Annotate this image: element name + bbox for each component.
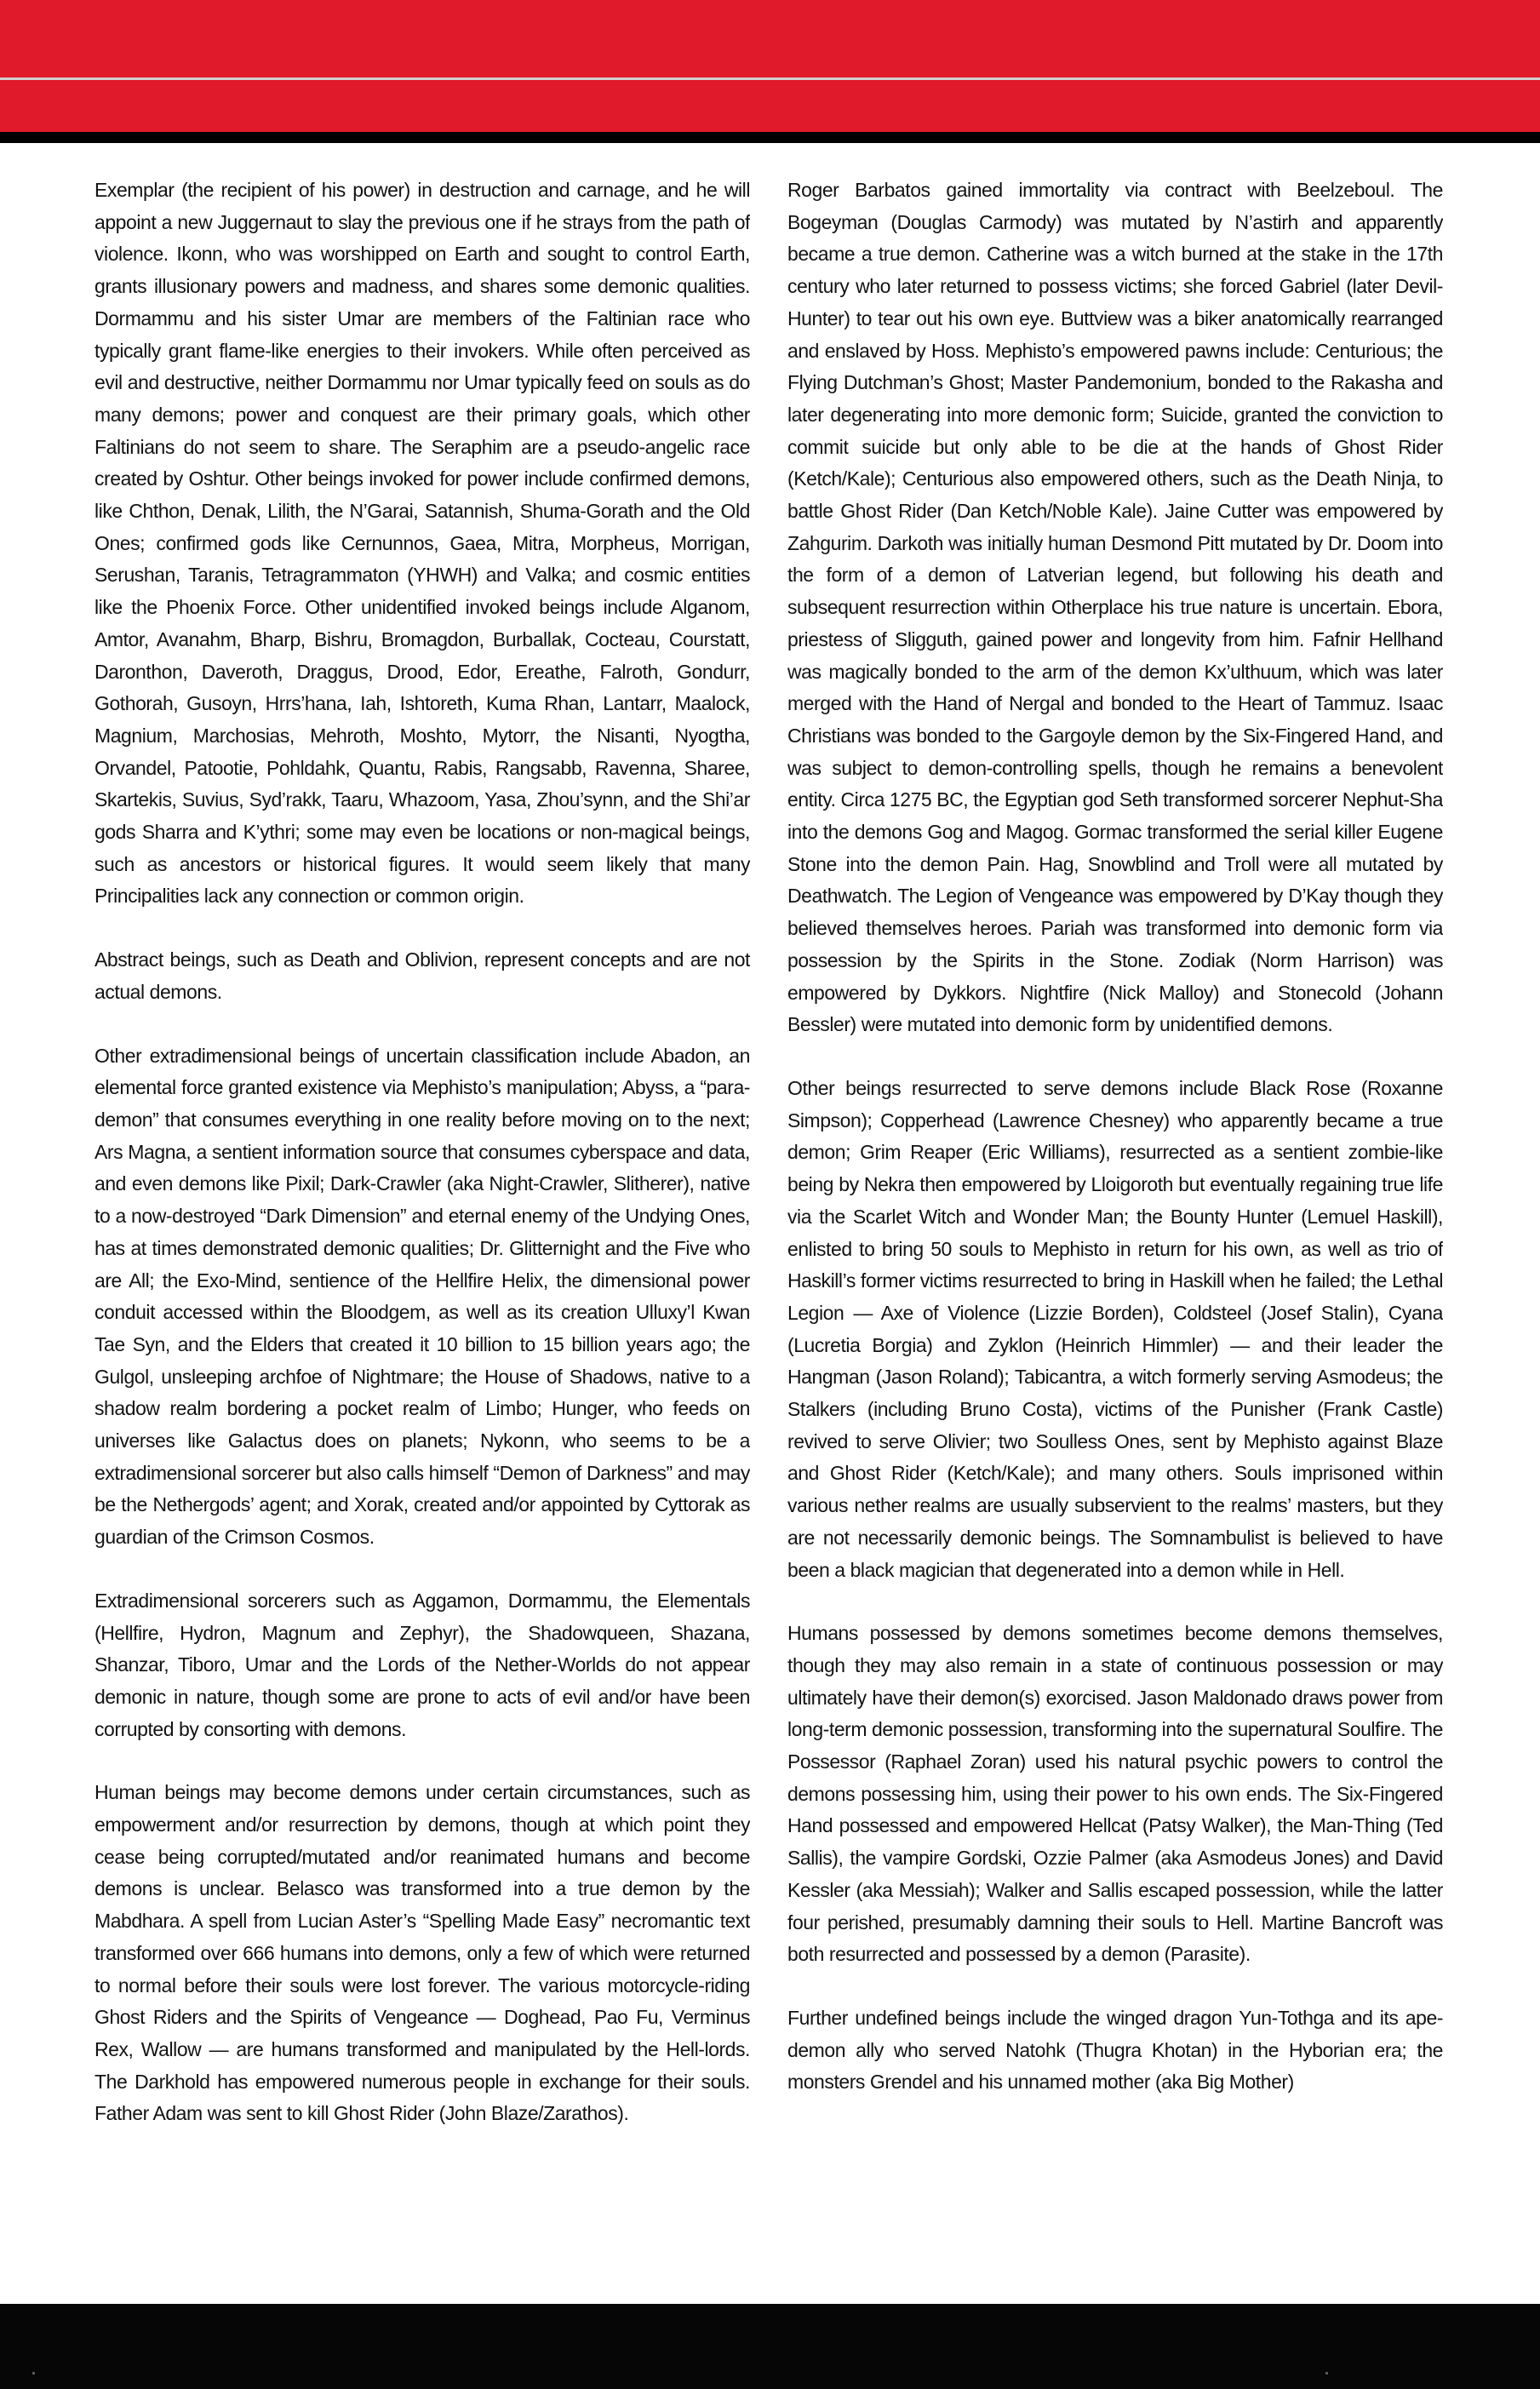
- footer-black-band: [0, 2304, 1540, 2389]
- footer-mark-left: [32, 2372, 35, 2375]
- paragraph: Humans possessed by demons sometimes become demons themselves, though they may also remain in a state of continuous possession or may ultimately have their demon(s) exorcised. Jason Maldonado draws power from long-term demonic possession, transforming into the supernatural Soulfire. The Possessor (Raphael Zoran) used his natural psychic powers to control the demons possessing him, using their power to his own ends. The Six-Fingered Hand possessed and empowered Hellcat (Patsy Walker), the Man-Thing (Ted Sallis), the vampire Gordski, Ozzie Palmer (aka Asmodeus Jones) and David Kessler (aka Messiah); Walker and Sallis escaped possession, while the latter four perished, presumably damning their souls to Hell. Martine Bancroft was both resurrected and possessed by a demon (Parasite).: [787, 1622, 1443, 1966]
- paragraph: Further undefined beings include the winged dragon Yun-Tothga and its ape-demon ally who served Natohk (Thugra Khotan) in the Hyborian era; the monsters Grendel and his unnamed mother (aka Big Mother): [787, 2006, 1443, 2094]
- footer-mark-right: [1325, 2372, 1328, 2375]
- paragraph: Abstract beings, such as Death and Oblivion, represent concepts and are not actual demons.: [94, 948, 750, 1003]
- paragraph: Exemplar (the recipient of his power) in destruction and carnage, and he will appoint a new Juggernaut to slay the previous one if he strays from the path of violence. Ikonn, who was worshipped on Earth and sought to control Earth, grants illusionary powers and madness, and shares some demonic qualities. Dormammu and his sister Umar are members of the Faltinian race who typically grant flame-like energies to their invokers. While often perceived as evil and destructive, neither Dormammu nor Umar typically feed on souls as do many demons; power and conquest are their primary goals, which other Faltinians do not seem to share. The Seraphim are a pseudo-angelic race created by Oshtur. Other beings invoked for power include confirmed demons, like Chthon, Denak, Lilith, the N’Garai, Satannish, Shuma-Gorath and the Old Ones; confirmed gods like Cernunnos, Gaea, Mitra, Morpheus, Morrigan, Serushan, Taranis, Tetragrammaton (YHWH) and Valka; and cosmic entities like the Phoenix Force. Other unidentified invoked beings include Alganom, Amtor, Avanahm, Bharp, Bishru, Bromagdon, Burballak, Cocteau, Courstatt, Daronthon, Daveroth, Draggus, Drood, Edor, Ereathe, Falroth, Gondurr, Gothorah, Gusoyn, Hrrs’hana, Iah, Ishtoreth, Kuma Rhan, Lantarr, Maalock, Magnium, Marchosias, Mehroth, Moshto, Mytorr, the Nisanti, Nyogtha, Orvandel, Patootie, Pohldahk, Quantu, Rabis, Rangsabb, Ravenna, Sharee, Skartekis, Suvius, Syd’rakk, Taaru, Whazoom, Yasa, Zhou’synn, and the Shi’ar gods Sharra and K’ythri; some may even be locations or non-magical beings, such as ancestors or historical figures. It would seem likely that many Principalities lack any connection or common origin.: [94, 179, 750, 908]
- paragraph: Roger Barbatos gained immortality via contract with Beelzeboul. The Bogeyman (Douglas Carmody) was mutated by N’astirh and apparently became a true demon. Catherine was a witch burned at the stake in the 17th century who later returned to possess victims; she forced Gabriel (later Devil-Hunter) to tear out his own eye. Buttview was a biker anatomically rearranged and enslaved by Hoss. Mephisto’s empowered pawns include: Centurious; the Flying Dutchman’s Ghost; Master Pandemonium, bonded to the Rakasha and later degenerating into more demonic form; Suicide, granted the conviction to commit suicide but only able to be die at the hands of Ghost Rider (Ketch/Kale); Centurious also empowered others, such as the Death Ninja, to battle Ghost Rider (Dan Ketch/Noble Kale). Jaine Cutter was empowered by Zahgurim. Darkoth was initially human Desmond Pitt mutated by Dr. Doom into the form of a demon of Latverian legend, but following his death and subsequent resurrection within Otherplace his true nature is uncertain. Ebora, priestess of Sligguth, gained power and longevity from him. Fafnir Hellhand was magically bonded to the arm of the demon Kx’ulthuum, which was later merged with the Hand of Nergal and bonded to the Heart of Tammuz. Isaac Christians was bonded to the Gargoyle demon by the Six-Fingered Hand, and was subject to demon-controlling spells, though he remains a benevolent entity. Circa 1275 BC, the Egyptian god Seth transformed sorcerer Nephut-Sha into the demons Gog and Magog. Gormac transformed the serial killer Eugene Stone into the demon Pain. Hag, Snowblind and Troll were all mutated by Deathwatch. The Legion of Vengeance was empowered by D’Kay though they believed themselves heroes. Pariah was transformed into demonic form via possession by the Spirits in the Stone. Zodiak (Norm Harrison) was empowered by Dykkors. Nightfire (Nick Malloy) and Stonecold (Johann Bessler) were mutated into demonic form by unidentified demons.: [787, 179, 1443, 1036]
- left-text-column: [94, 175, 750, 2277]
- right-text-column: [787, 175, 1443, 2277]
- header-divider-line: [0, 77, 1540, 80]
- paragraph: Extradimensional sorcerers such as Aggamon, Dormammu, the Elementals (Hellfire, Hydron, Magnum and Zephyr), the Shadowqueen, Shazana, Shanzar, Tiboro, Umar and the Lords of the Nether-Worlds do not appear demonic in nature, though some are prone to acts of evil and/or have been corrupted by consorting with demons.: [94, 1589, 750, 1740]
- header-red-band: [0, 0, 1540, 132]
- paragraph: Other beings resurrected to serve demons include Black Rose (Roxanne Simpson); Copperhead (Lawrence Chesney) who apparently became a true demon; Grim Reaper (Eric Williams), resurrected as a sentient zombie-like being by Nekra then empowered by Lloigoroth but eventually regaining true life via the Scarlet Witch and Wonder Man; the Bounty Hunter (Lemuel Haskill), enlisted to bring 50 souls to Mephisto in return for his own, as well as trio of Haskill’s former victims resurrected to bring in Haskill when he failed; the Lethal Legion — Axe of Violence (Lizzie Borden), Coldsteel (Josef Stalin), Cyana (Lucretia Borgia) and Zyklon (Heinrich Himmler) — and their leader the Hangman (Jason Roland); Tabicantra, a witch formerly serving Asmodeus; the Stalkers (including Bruno Costa), victims of the Punisher (Frank Castle) revived to serve Olivier; two Soulless Ones, sent by Mephisto against Blaze and Ghost Rider (Ketch/Kale); and many others. Souls imprisoned within various nether realms are usually subservient to the realms’ masters, but they are not necessarily demonic beings. The Somnambulist is believed to have been a black magician that degenerated into a demon while in Hell.: [787, 1076, 1443, 1581]
- header-black-rule: [0, 132, 1540, 143]
- paragraph: Other extradimensional beings of uncertain classification include Abadon, an elemental force granted existence via Mephisto’s manipulation; Abyss, a “para-demon” that consumes everything in one reality before moving on to the next; Ars Magna, a sentient information source that consumes cyberspace and data, and even demons like Pixil; Dark-Crawler (aka Night-Crawler, Slitherer), native to a now-destroyed “Dark Dimension” and eternal enemy of the Undying Ones, has at times demonstrated demonic qualities; Dr. Glitternight and the Five who are All; the Exo-Mind, sentience of the Hellfire Helix, the dimensional power conduit accessed within the Bloodgem, as well as its creation Ulluxy’l Kwan Tae Syn, and the Elders that created it 10 billion to 15 billion years ago; the Gulgol, unsleeping archfoe of Nightmare; the House of Shadows, native to a shadow realm bordering a pocket realm of Limbo; Hunger, who feeds on universes like Galactus does on planets; Nykonn, who seems to be a extradimensional sorcerer but also calls himself “Demon of Darkness” and may be the Nethergods’ agent; and Xorak, created and/or appointed by Cyttorak as guardian of the Crimson Cosmos.: [94, 1044, 750, 1549]
- paragraph: Human beings may become demons under certain circumstances, such as empowerment and/or resurrection by demons, though at which point they cease being corrupted/mutated and/or reanimated humans and become demons is unclear. Belasco was transformed into a true demon by the Mabdhara. A spell from Lucian Aster’s “Spelling Made Easy” necromantic text transformed over 666 humans into demons, only a few of which were returned to normal before their souls were lost forever. The various motorcycle-riding Ghost Riders and the Spirits of Vengeance — Doghead, Pao Fu, Verminus Rex, Wallow — are humans transformed and manipulated by the Hell-lords. The Darkhold has empowered numerous people in exchange for their souls. Father Adam was sent to kill Ghost Rider (John Blaze/Zarathos).: [94, 1781, 750, 2125]
